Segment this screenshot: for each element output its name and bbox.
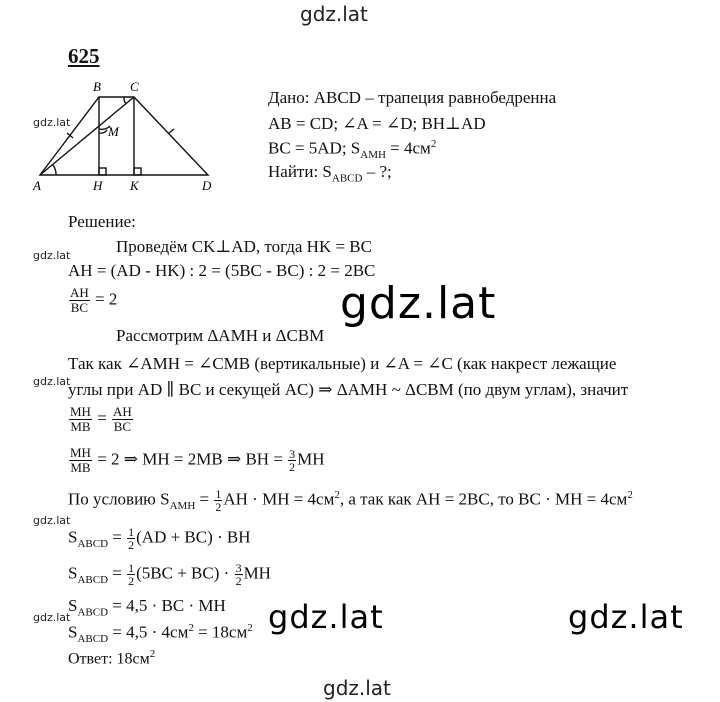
solution-line-5: Так как ∠AMH = ∠CMB (вертикальные) и ∠A = ∠C (как накрест лежащие bbox=[68, 354, 617, 373]
given-line-4: Найти: $S_{ABCD}$ – ?; bbox=[268, 162, 392, 185]
angle-arc-m bbox=[99, 130, 107, 133]
watermark-bottom-left: gdz.lat bbox=[268, 598, 384, 636]
label-m: M bbox=[108, 124, 119, 139]
label-b: B bbox=[93, 79, 101, 94]
angle-arc-c bbox=[124, 97, 126, 104]
problem-number: 625 bbox=[68, 44, 100, 68]
solution-line-10: $S_{ABCD}$ = $\frac{1}{2}$ (AD + BC) · BH bbox=[68, 525, 251, 552]
angle-arc-a bbox=[53, 165, 56, 175]
watermark-side-2: gdz.lat bbox=[33, 249, 71, 262]
watermark-side-5: gdz.lat bbox=[33, 611, 71, 624]
right-angle-k bbox=[134, 168, 141, 175]
trapezoid-figure bbox=[30, 78, 220, 193]
solution-heading: Решение: bbox=[68, 212, 136, 231]
watermark-side-1: gdz.lat bbox=[33, 116, 71, 129]
given-line-3: BC = 5AD; $S_{AMH} = 4см^2$ bbox=[268, 138, 437, 162]
watermark-side-3: gdz.lat bbox=[33, 375, 71, 388]
solution-line-8: $\frac{MH}{MB}$ = 2 ⇒ MH = 2MB ⇒ BH = $\frac{3}{2}$ MH bbox=[70, 445, 325, 475]
solution-line-13: $S_{ABCD} = 4,5 \cdot 4см^2 = 18см^2$ bbox=[68, 622, 253, 646]
watermark-side-4: gdz.lat bbox=[33, 514, 71, 527]
label-d: D bbox=[202, 178, 212, 193]
solution-line-4: Рассмотрим ΔAMH и ΔCBM bbox=[116, 326, 325, 345]
answer-line: Ответ: $18см^2$ bbox=[68, 648, 156, 668]
label-h: H bbox=[93, 178, 103, 193]
label-k: K bbox=[130, 178, 139, 193]
watermark-bottom-right: gdz.lat bbox=[568, 598, 684, 636]
watermark-center: gdz.lat bbox=[340, 278, 497, 329]
right-angle-h bbox=[99, 168, 106, 175]
solution-line-9: По условию $S_{AMH}$ = $\frac{1}{2}$ AH · MH = $4см^2$, а так как AH = 2BC, то BC · MH = $4см^2$ bbox=[68, 487, 633, 514]
tick-cd bbox=[169, 129, 174, 133]
solution-line-7: $\frac{MH}{MB}$ = $\frac{AH}{BC}$ bbox=[70, 404, 132, 434]
solution-line-2: AH = (AD - HK) : 2 = (5BC - BC) : 2 = 2BC bbox=[68, 261, 376, 280]
watermark-top: gdz.lat bbox=[300, 2, 368, 26]
solution-line-12: $S_{ABCD} = 4,5$ · BC · MH bbox=[68, 596, 226, 619]
label-c: C bbox=[130, 79, 139, 94]
solution-line-3: $\frac{AH}{BC}$ = 2 bbox=[70, 285, 118, 315]
label-a: A bbox=[33, 178, 41, 193]
diagonal-ac bbox=[40, 97, 134, 175]
solution-line-11: $S_{ABCD}$ = $\frac{1}{2}$ (5BC + BC) · $\frac{3}{2}$ MH bbox=[68, 561, 271, 588]
trapezoid-outline bbox=[40, 97, 208, 175]
solution-line-6: углы при AD ∥ BC и секущей AC) ⇒ ΔAMH ~ ΔCBM (по двум углам), значит bbox=[68, 380, 629, 399]
given-line-1: Дано: ABCD – трапеция равнобедренна bbox=[268, 88, 557, 107]
watermark-bottom: gdz.lat bbox=[323, 676, 391, 700]
solution-line-1: Проведём CK⊥AD, тогда HK = BC bbox=[116, 237, 372, 256]
given-line-2: AB = CD; ∠A = ∠D; BH⊥AD bbox=[268, 114, 486, 133]
